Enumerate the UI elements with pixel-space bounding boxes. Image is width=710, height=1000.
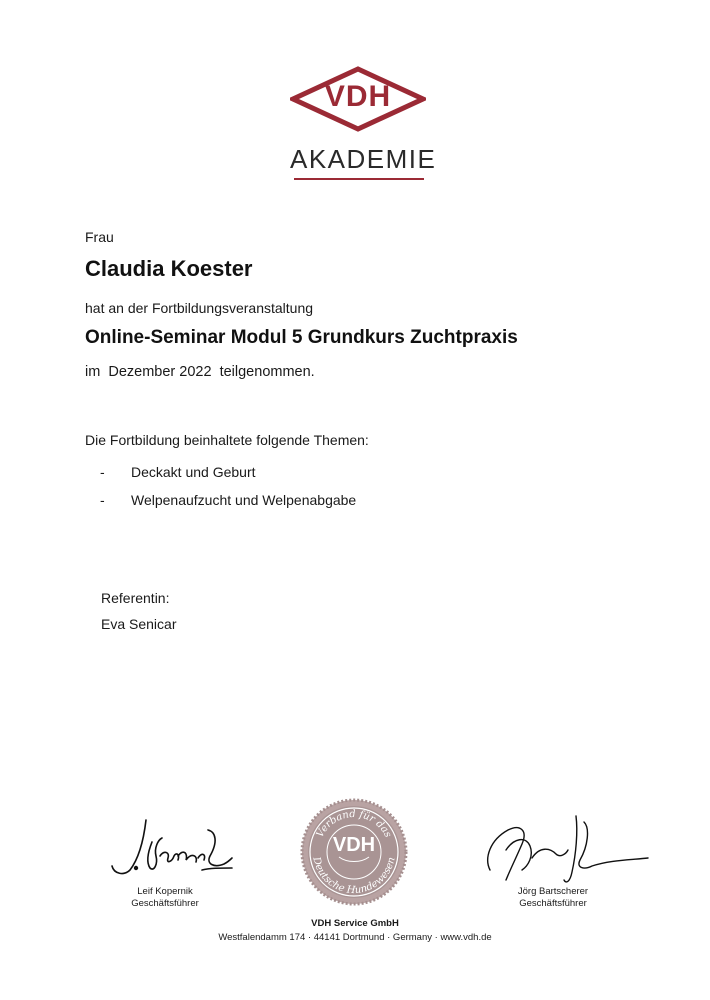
topic-dash: - [100, 492, 105, 508]
course-title: Online-Seminar Modul 5 Grundkurs Zuchtpraxis [85, 327, 518, 348]
signature-right-caption [503, 886, 603, 910]
signature-left-caption [115, 886, 215, 910]
seal-ring-text: Deutsche Hundewesen [310, 856, 398, 897]
logo-brand: VDH [324, 80, 392, 113]
footer-address: Westfalendamm 174 · 44141 Dortmund · Germany · www.vdh.de [218, 932, 492, 943]
participant-name: Claudia Koester [85, 256, 253, 281]
topics-title: Die Fortbildung beinhaltete folgende Themen: [85, 432, 369, 448]
seal-ring-text: Verband für das [314, 808, 394, 840]
signature-left-name: Leif Kopernik [137, 886, 193, 897]
intro-text: hat an der Fortbildungsveranstaltung [85, 300, 314, 316]
vdh-akademie-logo [290, 66, 437, 186]
signature-left-role: Geschäftsführer [131, 898, 199, 909]
logo-underline [294, 178, 424, 180]
referent-name: Eva Senicar [101, 616, 177, 632]
date-line: im Dezember 2022 teilgenommen. [85, 364, 315, 380]
signature-right-role: Geschäftsführer [519, 898, 587, 909]
signature-left [106, 812, 236, 882]
signature-right [480, 810, 650, 890]
referent-label: Referentin: [101, 590, 170, 606]
signature-right-name: Jörg Bartscherer [517, 886, 589, 897]
salutation: Frau [85, 229, 114, 245]
logo-subtitle: AKADEMIE [290, 144, 437, 174]
topic-item: Welpenaufzucht und Welpenabgabe [131, 492, 357, 508]
footer-company: VDH Service GmbH [311, 918, 399, 929]
vdh-seal-icon [299, 797, 409, 907]
topic-item: Deckakt und Geburt [131, 464, 256, 480]
seal-center-text: VDH [332, 834, 376, 856]
topic-dash: - [100, 464, 105, 480]
